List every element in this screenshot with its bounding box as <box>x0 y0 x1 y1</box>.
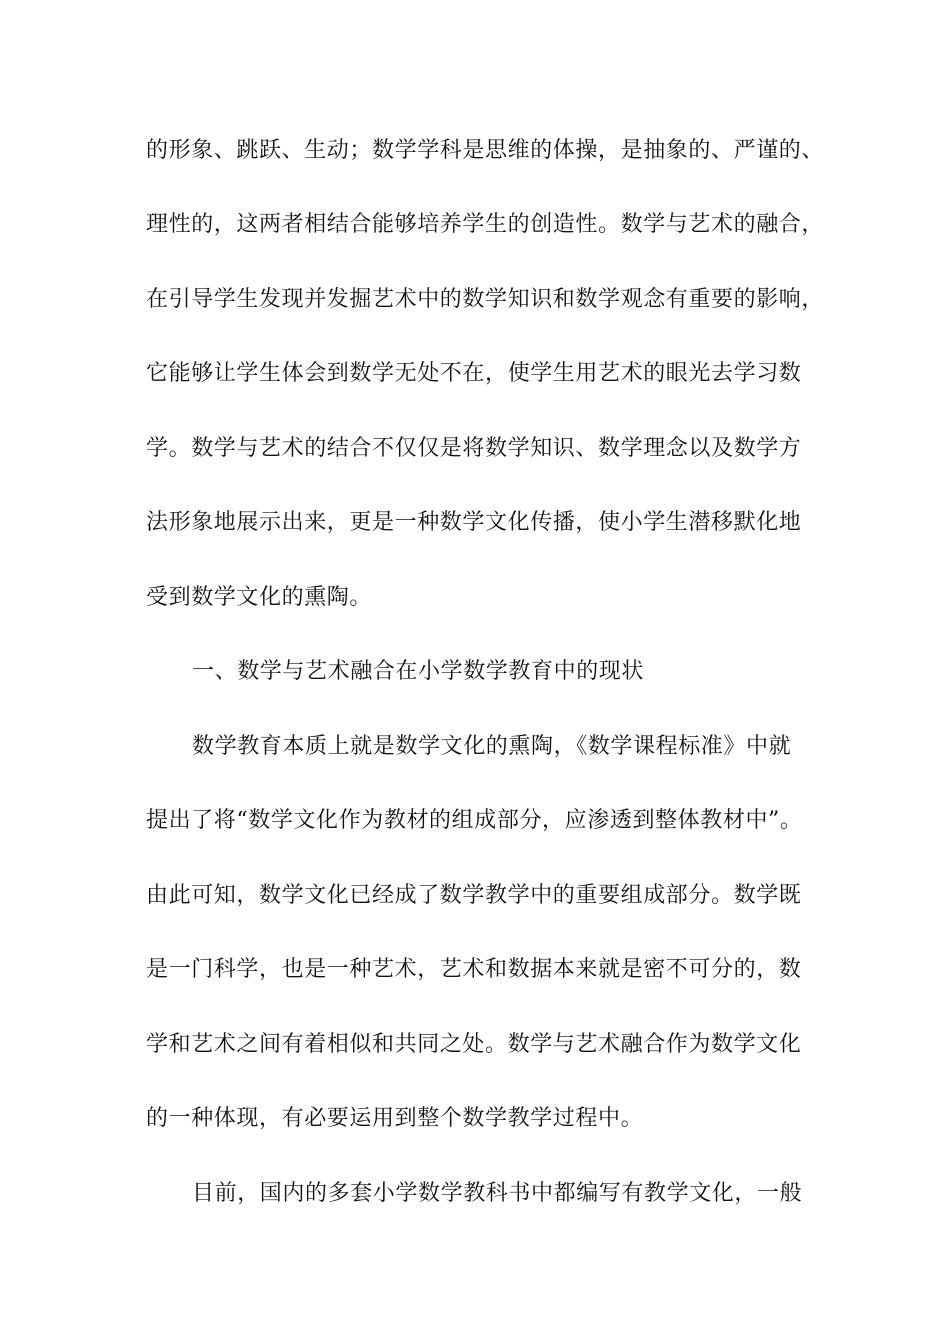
paragraph-line: 法形象地展示出来，更是一种数学文化传播，使小学生潜移默化地 <box>146 510 802 535</box>
paragraph-line: 学和艺术之间有着相似和共同之处。数学与艺术融合作为数学文化 <box>146 1032 802 1057</box>
paragraph-line: 理性的，这两者相结合能够培养学生的创造性。数学与艺术的融合， <box>146 212 825 237</box>
paragraph-line: 的形象、跳跃、生动；数学学科是思维的体操，是抽象的、严谨的、 <box>146 138 825 163</box>
paragraph-line: 在引导学生发现并发掘艺术中的数学知识和数学观念有重要的影响， <box>146 287 825 312</box>
paragraph-line: 目前，国内的多套小学数学教科书中都编写有教学文化，一般 <box>192 1181 803 1206</box>
paragraph-line: 提出了将“数学文化作为教材的组成部分，应渗透到整体教材中”。 <box>146 808 803 833</box>
paragraph-line: 数学教育本质上就是数学文化的熏陶，《数学课程标准》中就 <box>192 734 792 759</box>
paragraph-line: 学。数学与艺术的结合不仅仅是将数学知识、数学理念以及数学方 <box>146 436 802 461</box>
paragraph-line: 它能够让学生体会到数学无处不在，使学生用艺术的眼光去学习数 <box>146 361 802 386</box>
paragraph-line: 是一门科学，也是一种艺术，艺术和数据本来就是密不可分的，数 <box>146 957 802 982</box>
paragraph-line: 由此可知，数学文化已经成了数学教学中的重要组成部分。数学既 <box>146 883 802 908</box>
paragraph-line: 受到数学文化的熏陶。 <box>146 585 373 610</box>
section-heading: 一、数学与艺术融合在小学数学教育中的现状 <box>192 659 645 684</box>
paragraph-line: 的一种体现，有必要运用到整个数学教学过程中。 <box>146 1106 644 1131</box>
